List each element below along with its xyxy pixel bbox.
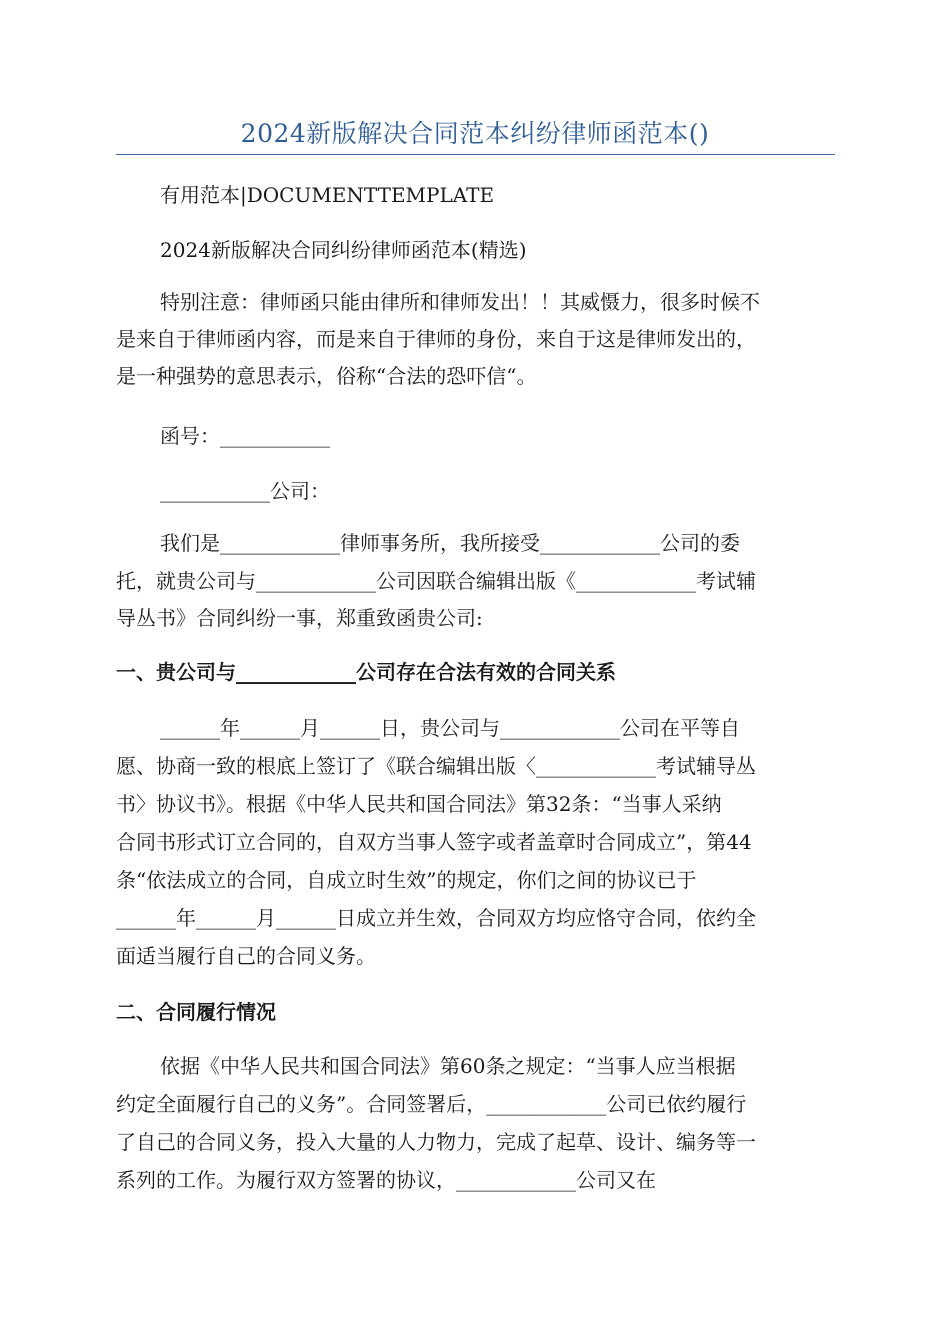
letter-number: 函号：___________ (160, 424, 330, 448)
section2-line-1: 依据《中华人民共和国合同法》第60条之规定：“当事人应当根据 (160, 1054, 736, 1078)
title-underline (116, 154, 835, 155)
section1-line-1: ______年______月______日，贵公司与____________公司在平等自 (160, 716, 740, 740)
section1-line-5: 条“依法成立的合同，自成立时生效”的规定，你们之间的协议已于 (116, 868, 697, 892)
notice-line-1: 特别注意：律师函只能由律所和律师发出！！其威慑力，很多时候不 (160, 290, 760, 314)
section-heading-2: 二、合同履行情况 (116, 1000, 276, 1024)
section2-line-2: 约定全面履行自己的义务”。合同签署后，____________公司已依约履行 (116, 1092, 747, 1116)
section1-line-3: 书〉协议书》。根据《中华人民共和国合同法》第32条：“当事人采纳 (116, 792, 722, 816)
section2-line-3: 了自己的合同义务，投入大量的人力物力，完成了起草、设计、编务等一 (116, 1130, 756, 1154)
section2-line-4: 系列的工作。为履行双方签署的协议，____________公司又在 (116, 1168, 656, 1192)
subtitle: 2024新版解决合同纠纷律师函范本(精选) (160, 238, 527, 262)
notice-line-3: 是一种强势的意思表示，俗称“合法的恐吓信“。 (116, 364, 537, 388)
document-title: 2024新版解决合同范本纠纷律师函范本() (240, 119, 710, 148)
section1-line-2: 愿、协商一致的根底上签订了《联合编辑出版〈____________考试辅导丛 (116, 754, 756, 778)
section1-line-6: ______年______月______日成立并生效，合同双方均应恪守合同，依约全 (116, 906, 756, 930)
intro-line-3: 导丛书》合同纠纷一事，郑重致函贵公司: (116, 606, 483, 630)
intro-line-1: 我们是____________律师事务所，我所接受____________公司的委 (160, 531, 740, 555)
addressee: ___________公司： (160, 479, 330, 503)
section1-line-7: 面适当履行自己的合同义务。 (116, 944, 376, 968)
section-heading-1: 一、贵公司与____________公司存在合法有效的合同关系 (116, 660, 616, 684)
section1-line-4: 合同书形式订立合同的，自双方当事人签字或者盖章时合同成立”，第44 (116, 830, 752, 854)
intro-line-2: 托，就贵公司与____________公司因联合编辑出版《____________考试辅 (116, 569, 756, 593)
template-label: 有用范本|DOCUMENTTEMPLATE (160, 183, 495, 207)
notice-line-2: 是来自于律师函内容，而是来自于律师的身份，来自于这是律师发出的， (116, 327, 756, 351)
